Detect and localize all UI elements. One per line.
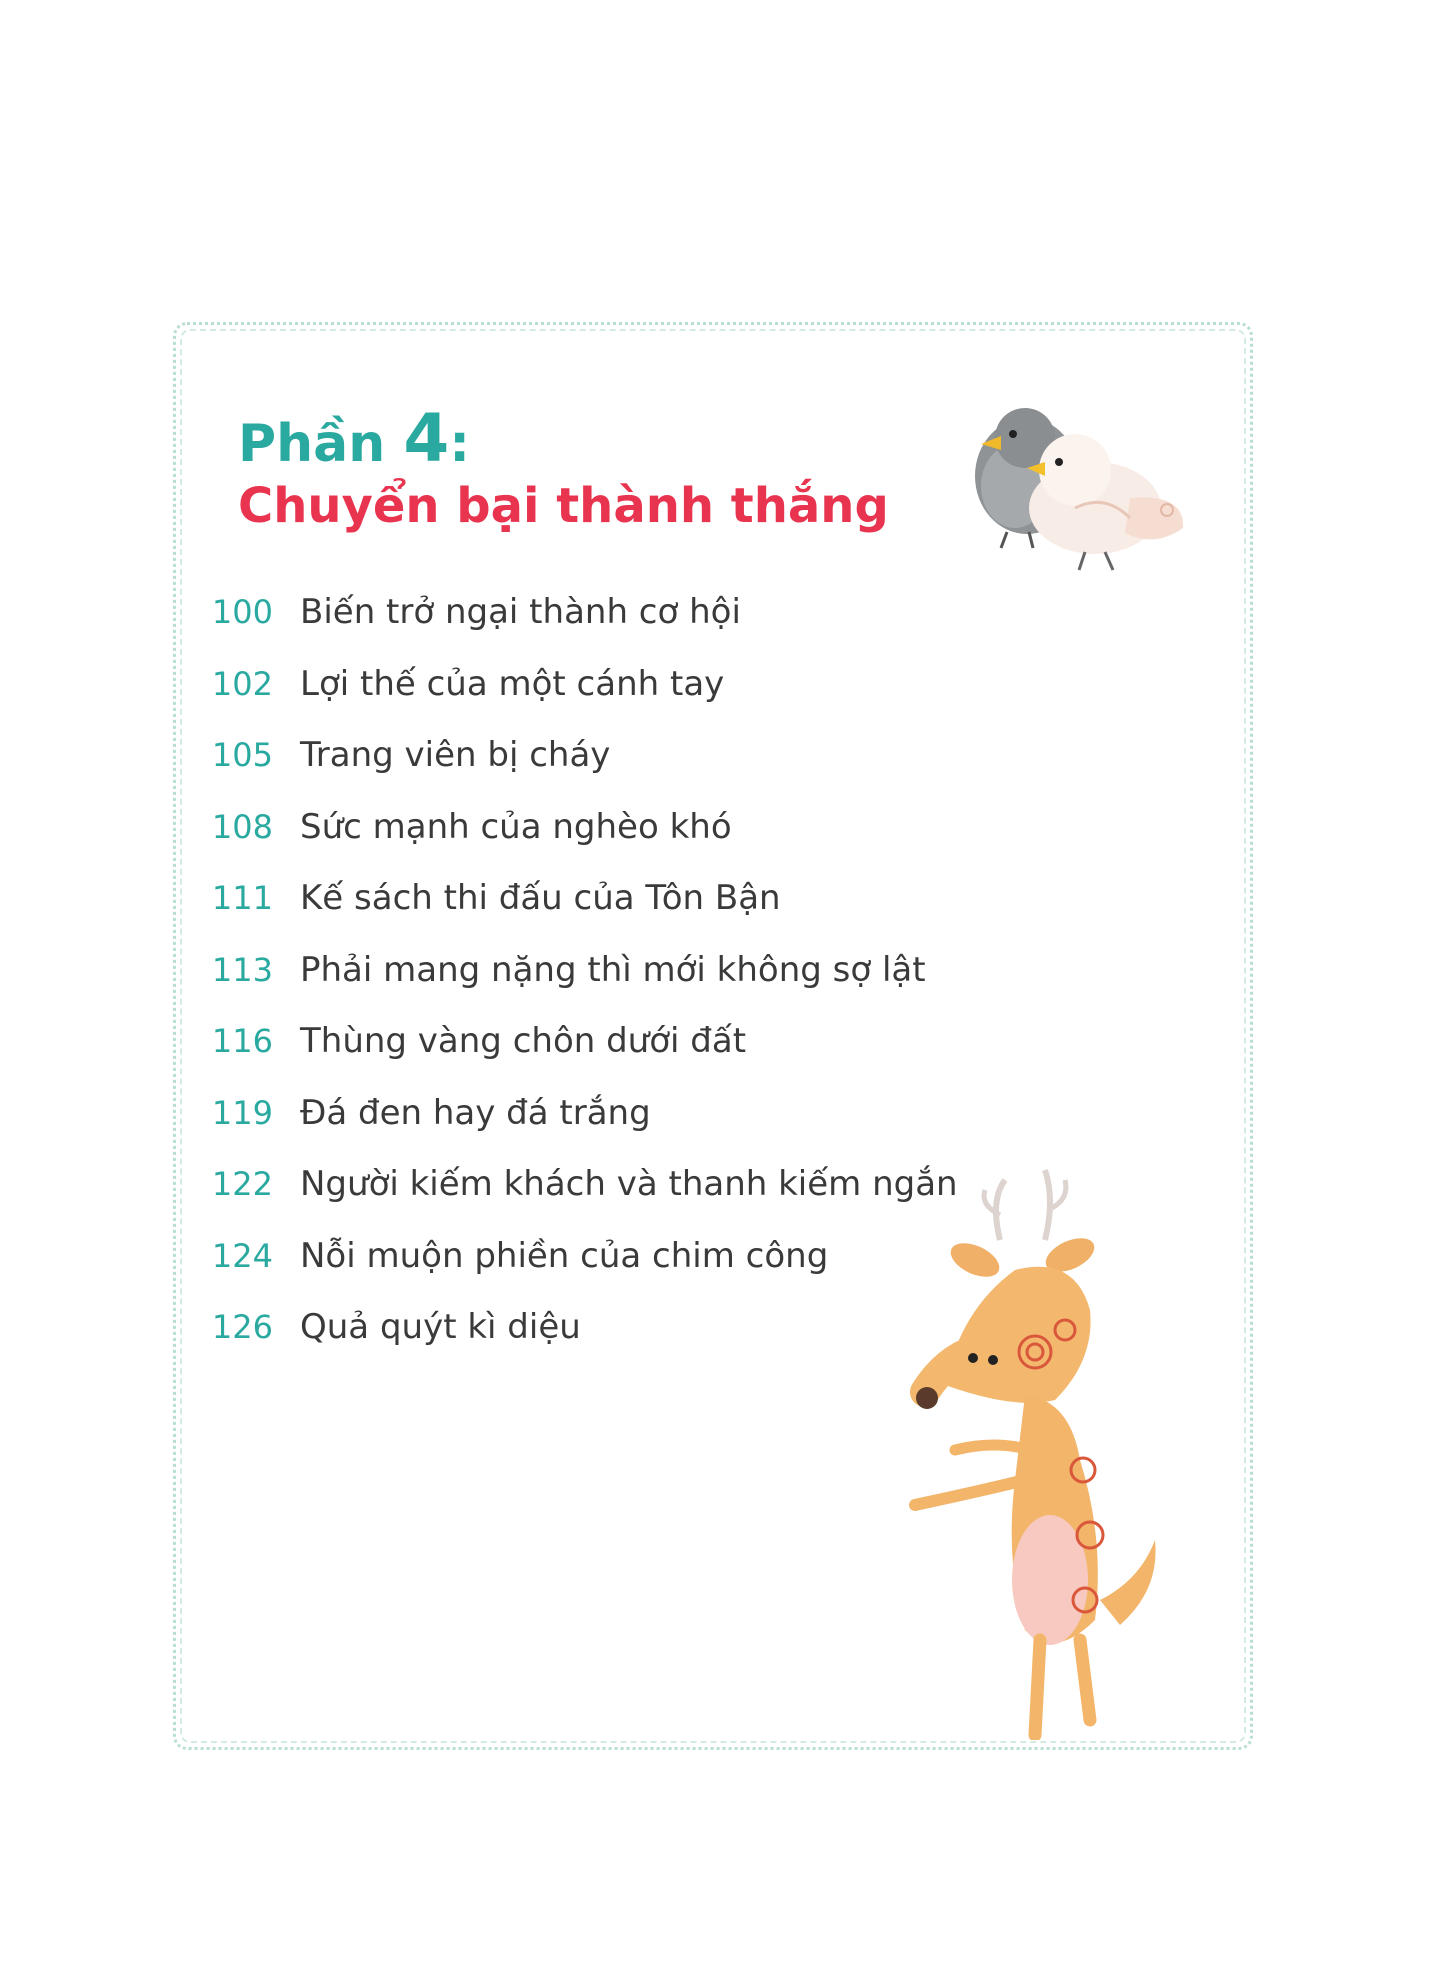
toc-row[interactable] <box>205 1307 1005 1379</box>
part-number: 4 <box>403 400 450 477</box>
toc-page-number: 119 <box>211 1093 273 1132</box>
toc-row[interactable] <box>205 1093 1005 1165</box>
deer-illustration <box>905 1160 1245 1740</box>
toc-entry-title: Sức mạnh của nghèo khó <box>300 806 732 847</box>
section-part-heading <box>238 400 470 477</box>
toc-row[interactable] <box>205 592 1005 664</box>
part-suffix: : <box>449 414 471 474</box>
toc-entry-title: Trang viên bị cháy <box>300 735 611 775</box>
toc-row[interactable] <box>205 664 1005 736</box>
toc-row[interactable] <box>205 1021 1005 1093</box>
toc-page-number: 102 <box>211 664 273 703</box>
toc-entry-title: Nỗi muộn phiền của chim công <box>300 1235 829 1276</box>
toc-page-number: 124 <box>211 1236 273 1275</box>
deer-icon <box>915 1170 1156 1735</box>
toc-page-number: 100 <box>211 593 273 631</box>
toc-row[interactable] <box>205 878 1005 950</box>
birds-illustration <box>955 398 1195 583</box>
toc-row[interactable] <box>205 735 1005 807</box>
toc-entry-title: Kế sách thi đấu của Tôn Bận <box>300 878 781 918</box>
toc-entry-title: Người kiếm khách và thanh kiếm ngắn <box>300 1164 958 1204</box>
toc-page-number: 113 <box>211 950 273 989</box>
toc-entry-title: Đá đen hay đá trắng <box>300 1092 651 1133</box>
white-bird-icon <box>1027 434 1183 570</box>
toc-entry-title: Lợi thế của một cánh tay <box>300 663 725 704</box>
toc-row[interactable] <box>205 1164 1005 1236</box>
toc-entry-title: Thùng vàng chôn dưới đất <box>300 1021 747 1061</box>
table-of-contents <box>205 592 1005 1379</box>
toc-row[interactable] <box>205 950 1005 1022</box>
section-title: Chuyển bại thành thắng <box>238 478 889 534</box>
toc-entry-title: Quả quýt kì diệu <box>300 1307 581 1347</box>
toc-page-number: 111 <box>211 879 273 917</box>
toc-row[interactable] <box>205 807 1005 879</box>
toc-page-number: 108 <box>211 807 273 846</box>
toc-page-number: 126 <box>211 1308 273 1346</box>
part-label: Phần <box>238 414 386 474</box>
toc-page-number: 116 <box>211 1022 273 1060</box>
toc-entry-title: Phải mang nặng thì mới không sợ lật <box>300 949 926 990</box>
toc-entry-title: Biến trở ngại thành cơ hội <box>300 592 741 632</box>
toc-row[interactable] <box>205 1236 1005 1308</box>
toc-page-number: 122 <box>211 1165 273 1203</box>
toc-page-number: 105 <box>211 736 273 774</box>
